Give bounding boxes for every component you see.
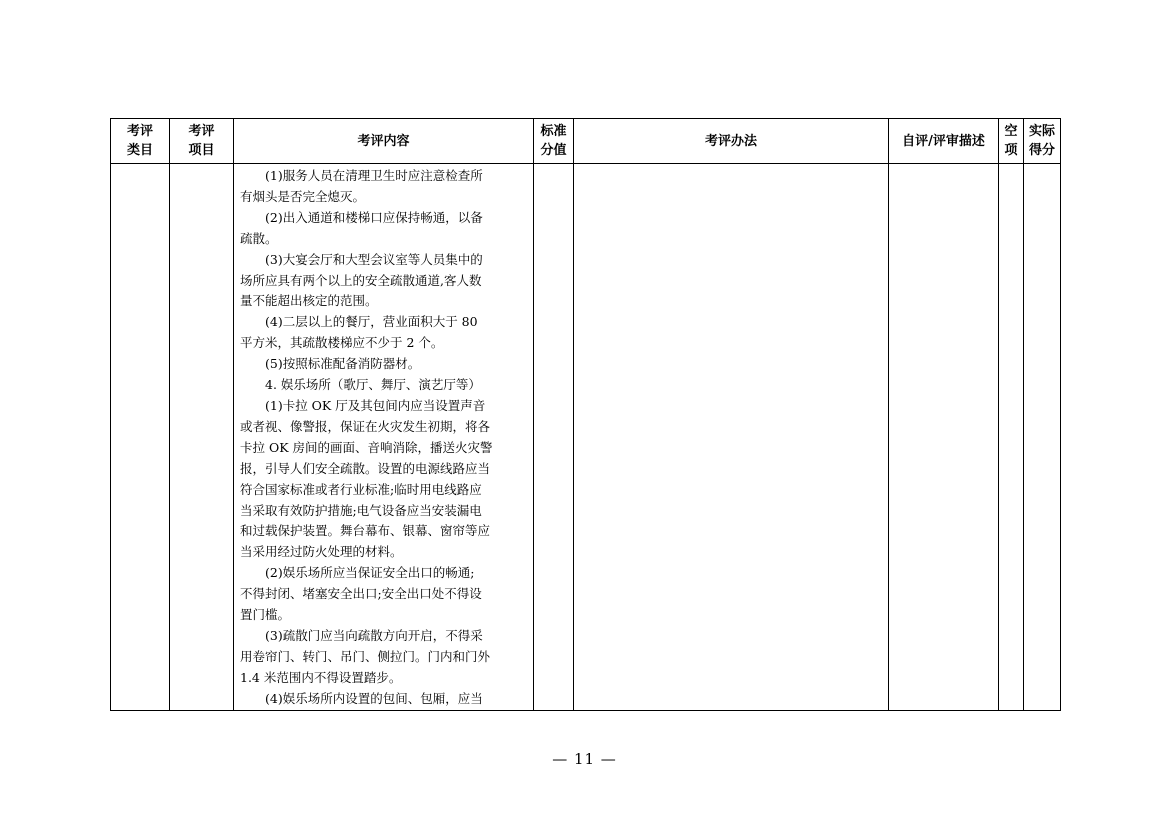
evaluation-table bbox=[110, 118, 1061, 711]
self-evaluation-cell bbox=[889, 164, 999, 711]
content-line: (4)二层以上的餐厅，营业面积大于 80 bbox=[240, 314, 478, 330]
header-self-evaluation: 自评/评审描述 bbox=[889, 119, 999, 164]
content-line: 置门槛。 bbox=[240, 607, 291, 623]
header-standard-score: 标准 分值 bbox=[534, 119, 574, 164]
content-line: 平方米，其疏散楼梯应不少于 2 个。 bbox=[240, 335, 444, 351]
content-line: 用卷帘门、转门、吊门、侧拉门。门内和门外 bbox=[240, 648, 491, 664]
item-cell bbox=[170, 164, 234, 711]
header-empty-item: 空 项 bbox=[999, 119, 1024, 164]
content-cell bbox=[234, 164, 534, 711]
header-category: 考评 类目 bbox=[111, 119, 170, 164]
header-row bbox=[111, 119, 1061, 164]
table-row bbox=[111, 164, 1061, 711]
actual-score-cell bbox=[1024, 164, 1061, 711]
content-line: 卡拉 OK 房间的画面、音响消除，播送火灾警 bbox=[240, 439, 493, 455]
content-line: 场所应具有两个以上的安全疏散通道,客人数 bbox=[240, 272, 482, 288]
content-line: (1)卡拉 OK 厅及其包间内应当设置声音 bbox=[240, 397, 486, 413]
content-line: 当采用经过防火处理的材料。 bbox=[240, 544, 403, 560]
content-line: (5)按照标准配备消防器材。 bbox=[240, 356, 421, 372]
content-line: (3)大宴会厅和大型会议室等人员集中的 bbox=[240, 251, 483, 267]
content-line: 量不能超出核定的范围。 bbox=[240, 293, 378, 309]
empty-item-cell bbox=[999, 164, 1024, 711]
category-cell bbox=[111, 164, 170, 711]
content-line: 当采取有效防护措施;电气设备应当安装漏电 bbox=[240, 502, 482, 518]
content-line: 符合国家标准或者行业标准;临时用电线路应 bbox=[240, 481, 482, 497]
standard-score-cell bbox=[534, 164, 574, 711]
content-line: 4. 娱乐场所（歌厅、舞厅、演艺厅等） bbox=[240, 377, 481, 393]
header-content: 考评内容 bbox=[234, 119, 534, 164]
content-line: (4)娱乐场所内设置的包间、包厢，应当 bbox=[240, 690, 483, 706]
content-line: (1)服务人员在清理卫生时应注意检查所 bbox=[240, 168, 483, 183]
content-line: (3)疏散门应当向疏散方向开启，不得采 bbox=[240, 627, 483, 643]
content-line: (2)出入通道和楼梯口应保持畅通，以备 bbox=[240, 209, 483, 225]
page-number: — 11 — bbox=[552, 750, 617, 768]
content-line: 疏散。 bbox=[240, 230, 278, 246]
content-line: 有烟头是否完全熄灭。 bbox=[240, 188, 366, 204]
content-line: 和过载保护装置。舞台幕布、银幕、窗帘等应 bbox=[240, 523, 491, 539]
header-actual-score: 实际 得分 bbox=[1024, 119, 1061, 164]
header-method: 考评办法 bbox=[574, 119, 889, 164]
content-line: 不得封闭、堵塞安全出口;安全出口处不得设 bbox=[240, 586, 482, 602]
content-line: 或者视、像警报，保证在火灾发生初期，将各 bbox=[240, 418, 491, 434]
header-item: 考评 项目 bbox=[170, 119, 234, 164]
content-line: (2)娱乐场所应当保证安全出口的畅通; bbox=[240, 565, 475, 581]
method-cell bbox=[574, 164, 889, 711]
content-line: 1.4 米范围内不得设置踏步。 bbox=[240, 669, 402, 685]
content-line: 报，引导人们安全疏散。设置的电源线路应当 bbox=[240, 460, 491, 476]
